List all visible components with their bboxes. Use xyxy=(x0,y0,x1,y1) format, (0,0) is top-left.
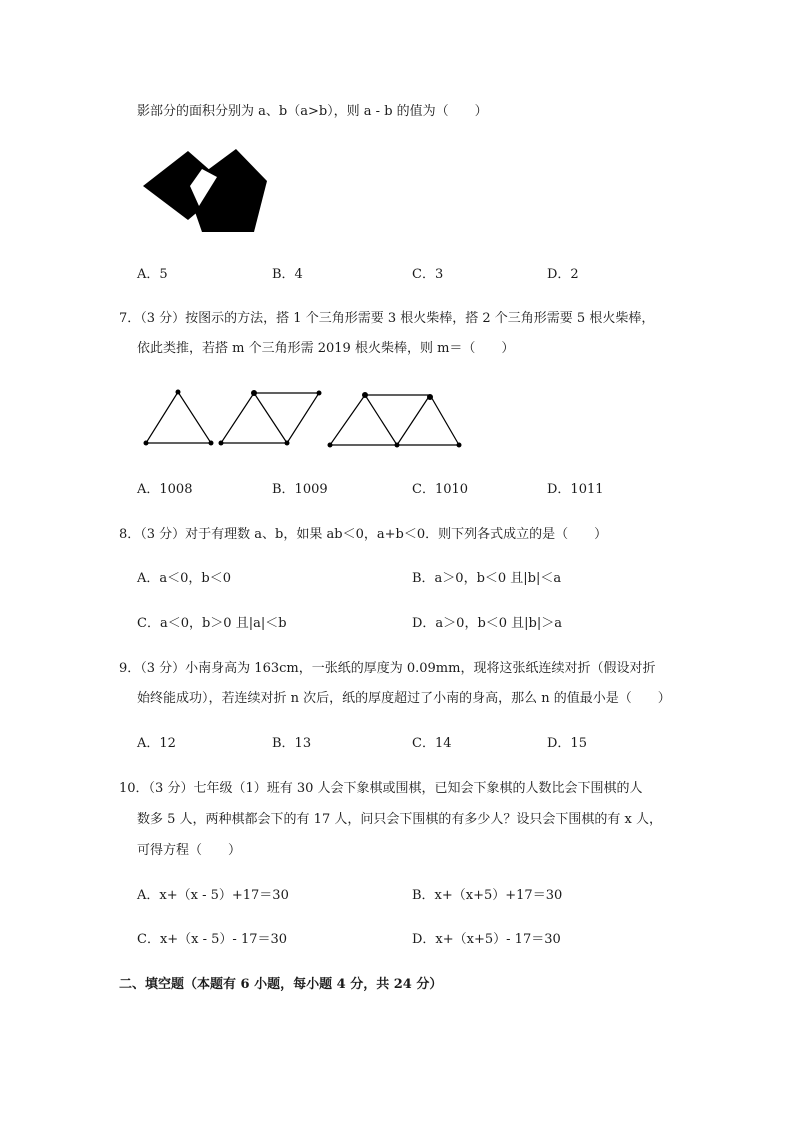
q7-triangle-1 xyxy=(146,392,211,443)
q10-option-d: D．x+（x+5）- 17＝30 xyxy=(412,932,561,947)
q9-option-c: C．14 xyxy=(412,736,452,751)
q9-stem-line2: 始终能成功），若连续对折 n 次后，纸的厚度超过了小南的身高，那么 n 的值最小是（ ） xyxy=(137,691,671,706)
q8-option-c: C．a＜0，b＞0 且|a|＜b xyxy=(137,616,287,631)
q8-stem: 8．（3 分）对于有理数 a、b，如果 ab＜0，a+b＜0．则下列各式成立的是（ ） xyxy=(119,527,608,542)
q8-option-b: B．a＞0，b＜0 且|b|＜a xyxy=(412,571,562,586)
q6-stem-tail: 影部分的面积分别为 a、b（a>b），则 a - b 的值为（ ） xyxy=(137,104,488,119)
q9-option-b: B．13 xyxy=(272,736,312,751)
q7-option-c: C．1010 xyxy=(412,482,469,497)
q8-option-d: D．a＞0，b＜0 且|b|＞a xyxy=(412,616,563,631)
q7-option-b: B．1009 xyxy=(272,482,328,497)
q9-option-a: A．12 xyxy=(137,736,176,751)
q7-figure-matchstick-triangles xyxy=(140,385,465,450)
section-2-heading: 二、填空题（本题有 6 小题，每小题 4 分，共 24 分） xyxy=(119,977,443,992)
q10-option-c: C．x+（x - 5）- 17＝30 xyxy=(137,932,288,947)
q8-option-a: A．a＜0，b＜0 xyxy=(137,571,232,586)
q6-option-c: C．3 xyxy=(412,267,444,282)
q10-stem-line1: 10．（3 分）七年级（1）班有 30 人会下象棋或围棋，已知会下象棋的人数比会下围棋的人 xyxy=(119,781,643,796)
q7-stem-line2: 依此类推，若搭 m 个三角形需 2019 根火柴棒，则 m＝（ ） xyxy=(137,341,515,356)
q10-stem-line3: 可得方程（ ） xyxy=(137,843,242,858)
q7-stem-line1: 7．（3 分）按图示的方法，搭 1 个三角形需要 3 根火柴棒，搭 2 个三角形需要 5 根火柴棒， xyxy=(119,311,655,326)
q6-option-a: A．5 xyxy=(137,267,168,282)
q6-option-b: B．4 xyxy=(272,267,303,282)
q7-option-a: A．1008 xyxy=(137,482,193,497)
q10-option-a: A．x+（x - 5）+17＝30 xyxy=(137,888,289,903)
q10-stem-line2: 数多 5 人，两种棋都会下的有 17 人，问只会下围棋的有多少人？设只会下围棋的有 x 人， xyxy=(137,812,662,827)
q6-figure-square-pentagon xyxy=(140,146,270,236)
q9-stem-line1: 9．（3 分）小南身高为 163cm，一张纸的厚度为 0.09mm，现将这张纸连续对折（假设对折 xyxy=(119,661,656,676)
q7-triangles-3 xyxy=(330,395,459,445)
q7-option-d: D．1011 xyxy=(547,482,604,497)
q6-option-d: D．2 xyxy=(547,267,579,282)
q9-option-d: D．15 xyxy=(547,736,587,751)
q10-option-b: B．x+（x+5）+17＝30 xyxy=(412,888,563,903)
